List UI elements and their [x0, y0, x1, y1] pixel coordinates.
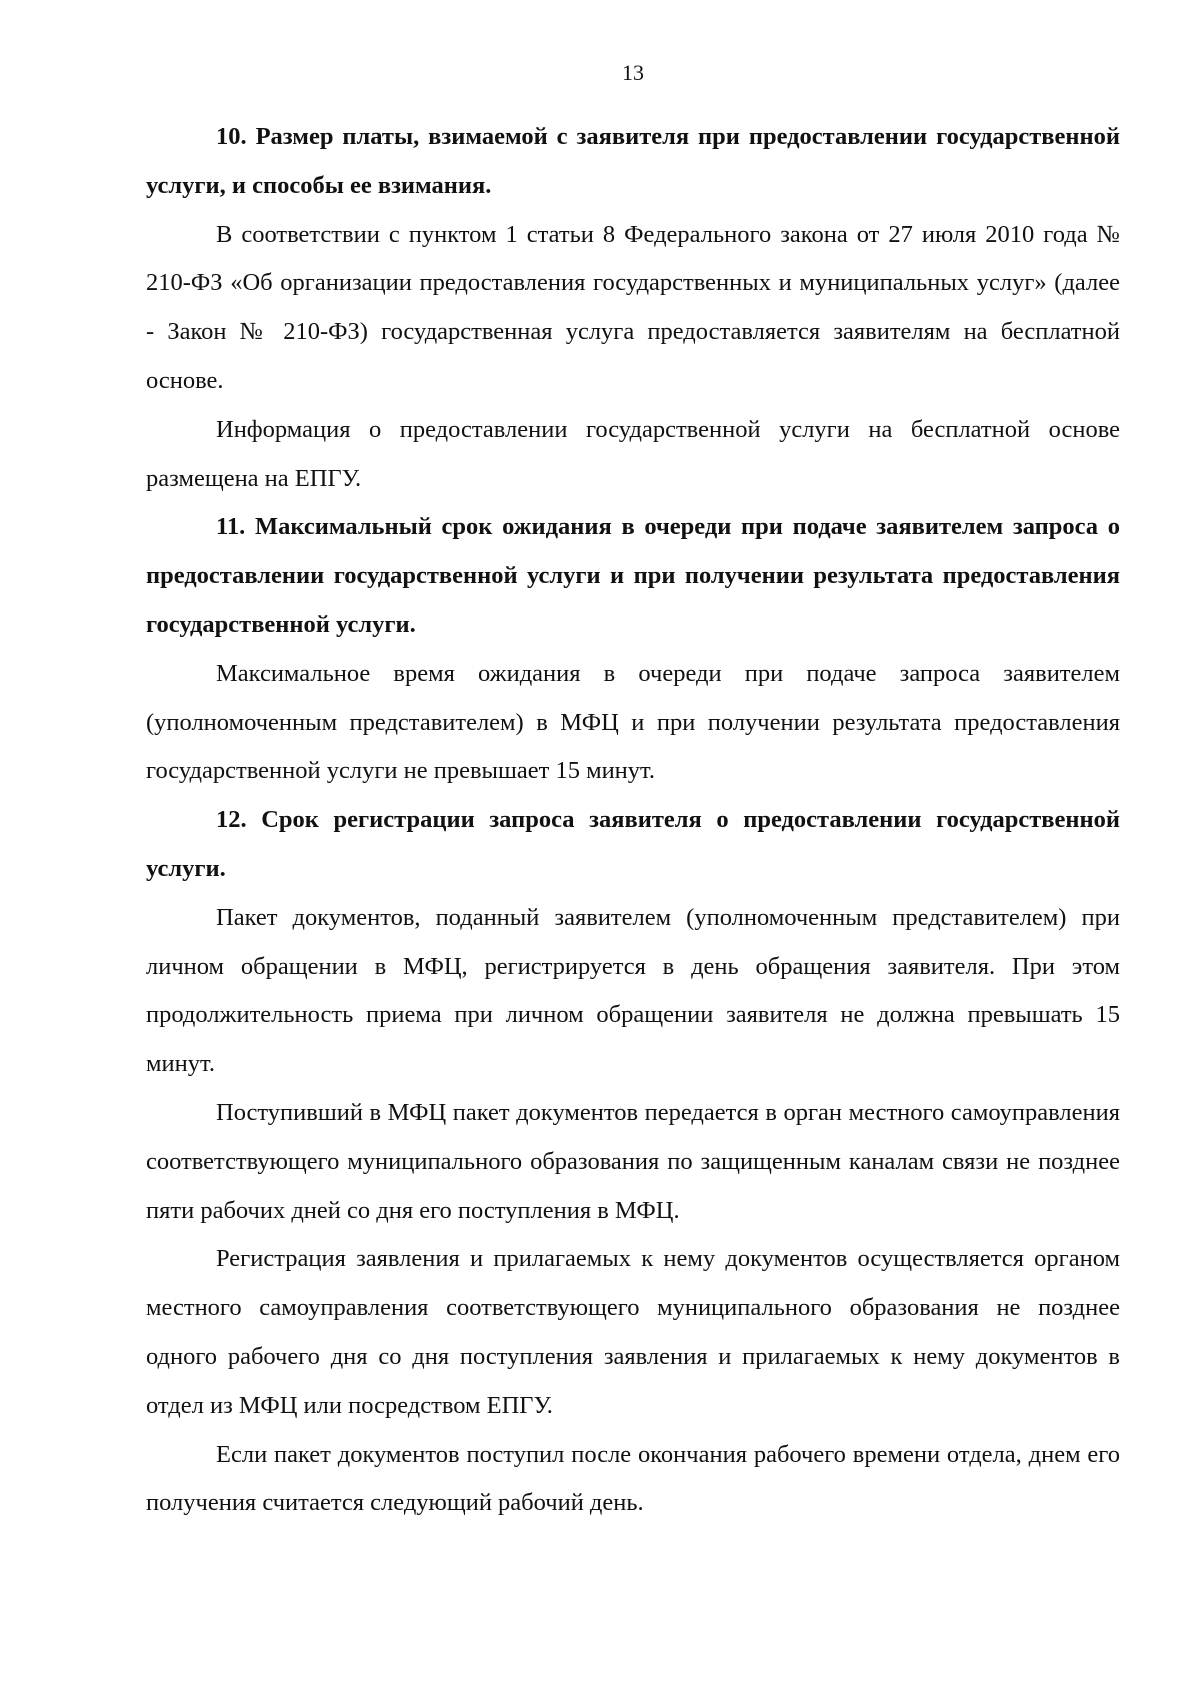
section-12-paragraph-1: Пакет документов, поданный заявителем (уполномоченным представителем) при личном обращении в МФЦ, регистрируется в день обращения заявителя. При этом продолжительность приема при личном обращении заявителя не должна превышать 15 минут.	[146, 903, 1120, 1078]
section-10-paragraph-2: Информация о предоставлении государственной услуги на бесплатной основе размещена на ЕПГУ.	[146, 415, 1120, 492]
section-10-heading: 10. Размер платы, взимаемой с заявителя при предоставлении государственной услуги, и способы ее взимания.	[146, 123, 1120, 199]
section-12-paragraph-3: Регистрация заявления и прилагаемых к нему документов осуществляется органом местного самоуправления соответствующего муниципального образования не позднее одного рабочего дня со дня поступления заявления и прилагаемых к нему документов в отдел из МФЦ или посредством ЕПГУ.	[146, 1245, 1120, 1419]
page-number: 13	[622, 60, 644, 85]
section-12-paragraph-4: Если пакет документов поступил после окончания рабочего времени отдела, днем его получения считается следующий рабочий день.	[146, 1440, 1120, 1517]
section-12-paragraph-2: Поступивший в МФЦ пакет документов передается в орган местного самоуправления соответствующего муниципального образования по защищенным каналам связи не позднее пяти рабочих дней со дня его поступления в МФЦ.	[146, 1098, 1120, 1224]
section-12-heading: 12. Срок регистрации запроса заявителя о предоставлении государственной услуги.	[146, 806, 1120, 882]
section-11-heading: 11. Максимальный срок ожидания в очереди при подаче заявителем запроса о предоставлении государственной услуги и при получении результата предоставления государственной услуги.	[146, 513, 1120, 638]
section-11-paragraph-1: Максимальное время ожидания в очереди при подаче запроса заявителем (уполномоченным представителем) в МФЦ и при получении результата предоставления государственной услуги не превышает 15 минут.	[146, 659, 1120, 785]
section-10-paragraph-1: В соответствии с пунктом 1 статьи 8 Федерального закона от 27 июля 2010 года № 210-ФЗ «Об организации предоставления государственных и муниципальных услуг» (далее - Закон № 210-ФЗ) государственная услуга предоставляется заявителям на бесплатной основе.	[146, 220, 1120, 394]
document-body	[146, 113, 1120, 1528]
